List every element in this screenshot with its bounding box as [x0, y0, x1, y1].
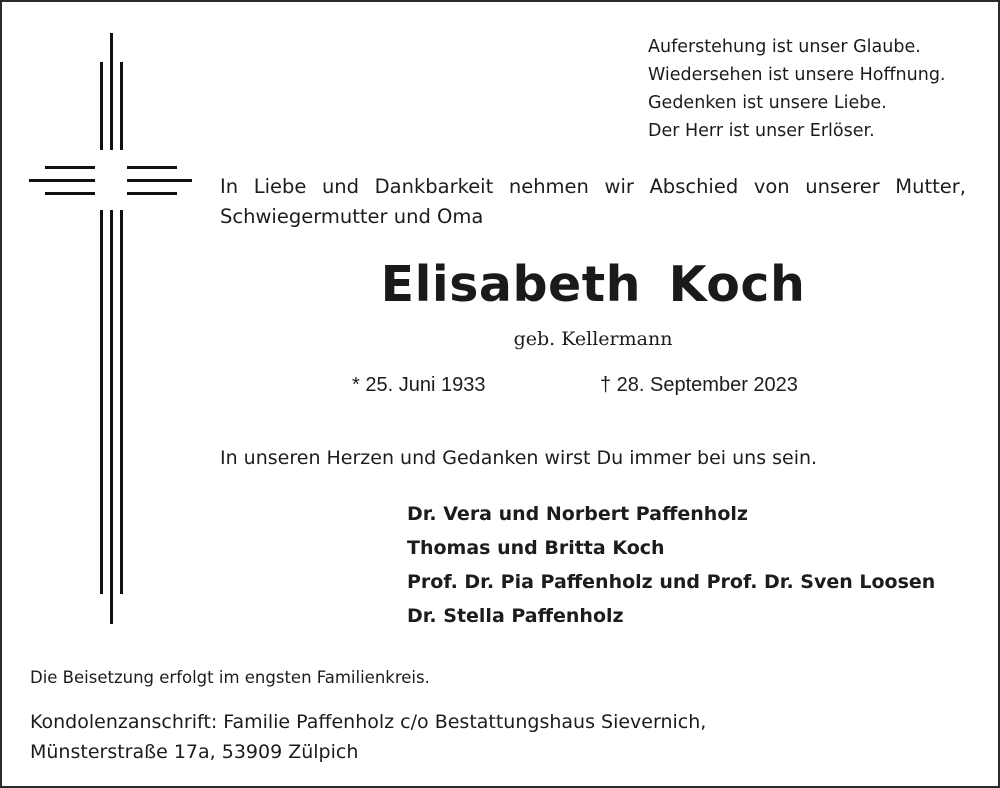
remembrance-text: In unseren Herzen und Gedanken wirst Du immer bei uns sein. [220, 447, 818, 469]
family-member: Prof. Dr. Pia Paffenholz und Prof. Dr. Sven Loosen [407, 571, 936, 593]
motto-line: Gedenken ist unsere Liebe. [648, 93, 887, 113]
condolence-address [30, 707, 706, 767]
family-member: Dr. Vera und Norbert Paffenholz [407, 503, 748, 525]
maiden-name: geb. Kellermann [513, 328, 673, 350]
intro-text [220, 172, 966, 232]
family-member: Dr. Stella Paffenholz [407, 605, 624, 627]
motto-line: Wiedersehen ist unsere Hoffnung. [648, 65, 946, 85]
intro-line-2: Schwiegermutter und Oma [220, 205, 484, 228]
address-line-2: Münsterstraße 17a, 53909 Zülpich [30, 741, 359, 763]
death-date: † 28. September 2023 [600, 374, 798, 396]
motto-line: Auferstehung ist unser Glaube. [648, 37, 921, 57]
motto-verse [648, 33, 946, 145]
family-member: Thomas und Britta Koch [407, 537, 665, 559]
intro-line-1: In Liebe und Dankbarkeit nehmen wir Abschied von unserer Mutter, [220, 175, 966, 198]
address-line-1: Kondolenzanschrift: Familie Paffenholz c/o Bestattungshaus Sievernich, [30, 711, 707, 733]
cross-icon [0, 0, 200, 640]
birth-date: * 25. Juni 1933 [352, 374, 486, 396]
burial-note: Die Beisetzung erfolgt im engsten Familienkreis. [30, 668, 430, 687]
deceased-name: Elisabeth Koch [380, 256, 806, 313]
family-list [407, 497, 935, 633]
motto-line: Der Herr ist unser Erlöser. [648, 121, 875, 141]
